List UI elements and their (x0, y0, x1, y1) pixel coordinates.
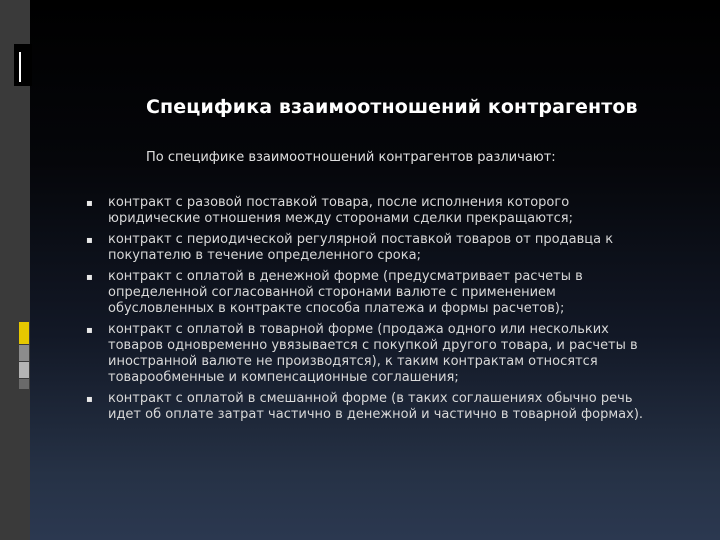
list-item-line: обусловленных в контракте способа платежа и формы расчетов); (108, 301, 565, 316)
top-decorative-line (19, 52, 21, 82)
intro-text: По специфике взаимоотношений контрагентов различают: (146, 150, 556, 165)
list-item-line: товаров одновременно увязывается с покупкой другого товара, и расчеты в (108, 338, 638, 353)
list-item-line: контракт с периодической регулярной поставкой товаров от продавца к (108, 232, 614, 247)
list-item-line: контракт с оплатой в товарной форме (продажа одного или нескольких (108, 322, 609, 337)
top-decorative-block (14, 44, 32, 86)
bullet-icon: ▪ (86, 272, 93, 283)
list-item-line: юридические отношения между сторонами сделки прекращаются; (108, 211, 573, 226)
list-item (86, 269, 686, 317)
decorative-yellow-block (19, 322, 29, 344)
list-item-line: иностранной валюте не производятся), к таким контрактам относятся (108, 354, 598, 369)
list-item (86, 232, 686, 264)
bullet-icon: ▪ (86, 198, 93, 209)
bullet-icon: ▪ (86, 325, 93, 336)
list-item-line: контракт с оплатой в денежной форме (предусматривает расчеты в (108, 269, 583, 284)
decorative-gray-block (19, 379, 29, 389)
list-item (86, 391, 686, 423)
list-item-line: товарообменные и компенсационные соглашения; (108, 370, 459, 385)
list-item (86, 195, 686, 227)
list-item-line: покупателю в течение определенного срока; (108, 248, 421, 263)
decorative-gray-block (19, 362, 29, 378)
list-item-line: идет об оплате затрат частично в денежной и частично в товарной формах). (108, 407, 644, 422)
bullet-list (86, 195, 686, 428)
bullet-icon: ▪ (86, 235, 93, 246)
bullet-icon: ▪ (86, 394, 93, 405)
list-item-line: определенной согласованной сторонами валюте с применением (108, 285, 556, 300)
decorative-gray-block (19, 345, 29, 361)
list-item (86, 322, 686, 386)
list-item-line: контракт с оплатой в смешанной форме (в таких соглашениях обычно речь (108, 391, 633, 406)
list-item-line: контракт с разовой поставкой товара, после исполнения которого (108, 195, 570, 210)
slide-title: Специфика взаимоотношений контрагентов (146, 96, 638, 118)
